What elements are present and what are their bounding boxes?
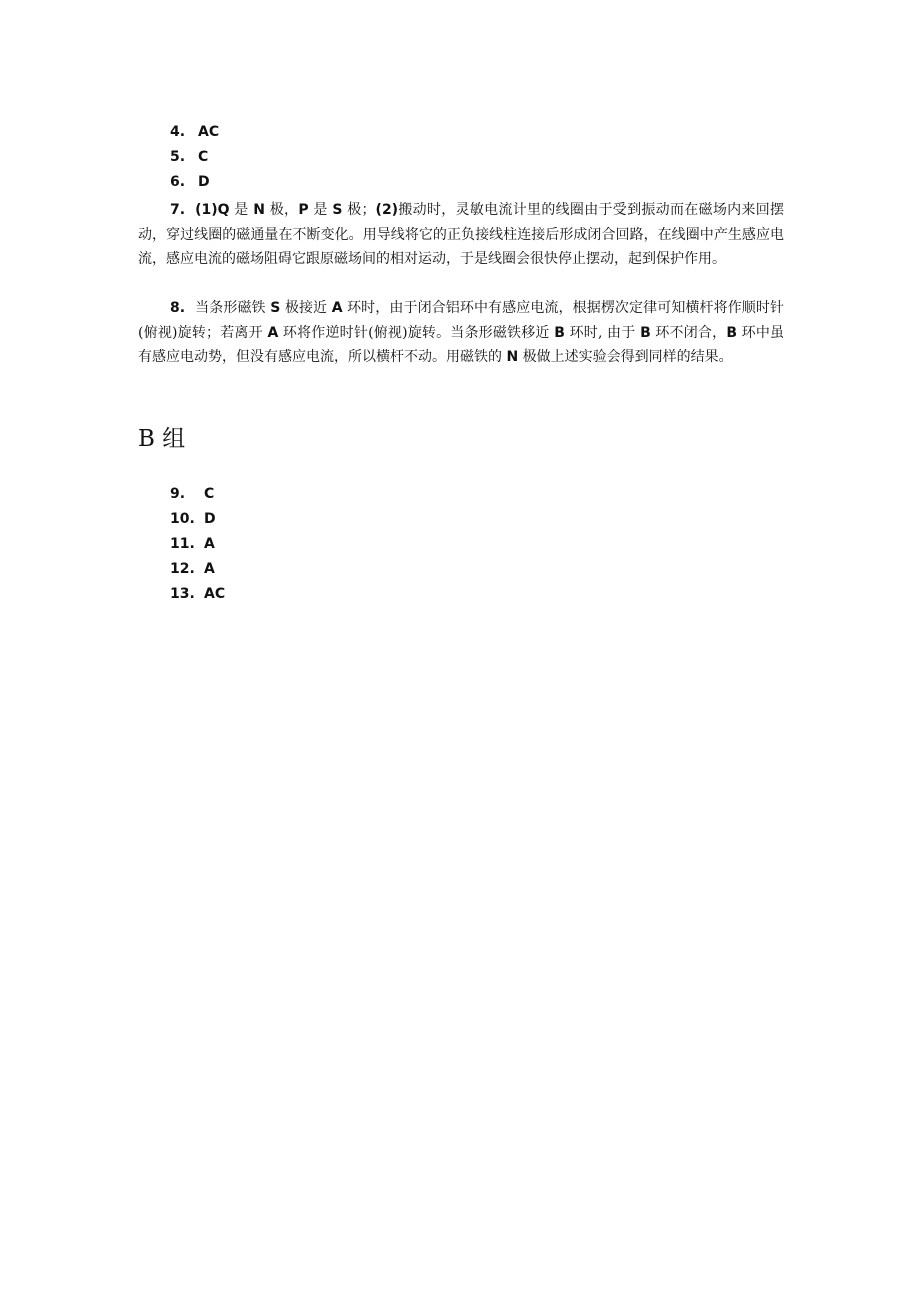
section-heading-b: B 组 [138, 426, 186, 452]
answer-bold-part: N [253, 202, 266, 218]
item-number: 9. [170, 486, 186, 502]
answer-text: 是 [308, 202, 333, 218]
answer-text: 极做上述实验会得到同样的结果。 [518, 349, 733, 365]
answer-item [170, 482, 470, 507]
answer-item [170, 145, 790, 170]
answer-bold-part: S [270, 300, 281, 316]
answer-item [170, 120, 790, 145]
answer-bold-part: B [640, 324, 651, 341]
item-number: 7. [170, 202, 186, 218]
item-number: 6. [170, 174, 186, 190]
answer-item [170, 582, 470, 607]
answer-bold-part: A [267, 324, 279, 341]
answer-text: 环时，由于闭合铝环中有感应电流，根据楞次定律可知横杆将作顺时针(俯视)旋转；若离开 [138, 300, 784, 341]
item-answer: A [204, 536, 215, 552]
answer-text: 极， [265, 202, 299, 218]
answer-text: 极接近 [280, 300, 332, 316]
answer-text: 是 [229, 202, 254, 218]
answer-text: 环将作逆时针(俯视)旋转。当条形磁铁移近 [278, 324, 555, 341]
answer-item [170, 507, 470, 532]
item-number: 11. [170, 536, 195, 552]
item-answer: A [204, 561, 215, 577]
answer-text: 极； [342, 202, 376, 218]
answer-bold-part: A [331, 300, 343, 316]
item-number: 13. [170, 586, 195, 602]
item-number: 12. [170, 561, 195, 577]
answer-text: 环中虽有感应电动势，但没有感应电流，所以横杆不动。用磁铁的 [138, 324, 785, 365]
item-answer: AC [198, 124, 220, 140]
answer-bold-part: N [506, 349, 519, 365]
answer-text: 当条形磁铁 [195, 300, 271, 316]
answer-text: 环时, 由于 [564, 324, 641, 341]
answer-text: 搬动时，灵敏电流计里的线圈由于受到振动而在磁场内来回摆动，穿过线圈的磁通量在不断变化。用导线将它的正负接线柱连接后形成闭合回路，在线圈中产生感应电流，感应电流的磁场阻碍它跟原磁场间的相对运动，于是线圈会很快停止摆动，起到保护作用。 [138, 202, 785, 267]
item-answer: C [204, 486, 215, 502]
item-number: 10. [170, 511, 195, 527]
answer-bold-part: (1)Q [195, 202, 230, 218]
answer-paragraph-8 [138, 296, 784, 370]
item-answer: D [204, 511, 216, 527]
answer-bold-part: B [554, 324, 565, 341]
answer-bold-part: P [298, 202, 309, 218]
item-answer: C [198, 149, 209, 165]
answer-list-a [170, 120, 790, 195]
item-number: 4. [170, 124, 186, 140]
answer-list-b [170, 482, 470, 607]
item-answer: AC [204, 586, 226, 602]
answer-text: 环不闭合， [650, 324, 727, 341]
item-number: 5. [170, 149, 186, 165]
answer-bold-part: B [726, 324, 737, 341]
answer-item [170, 170, 790, 195]
answer-bold-part: (2) [375, 202, 399, 218]
answer-bold-part: S [332, 202, 343, 218]
answer-item [170, 532, 470, 557]
answer-item [170, 557, 470, 582]
item-number: 8. [170, 300, 186, 316]
answer-paragraph-7 [138, 198, 784, 272]
item-answer: D [198, 174, 210, 190]
